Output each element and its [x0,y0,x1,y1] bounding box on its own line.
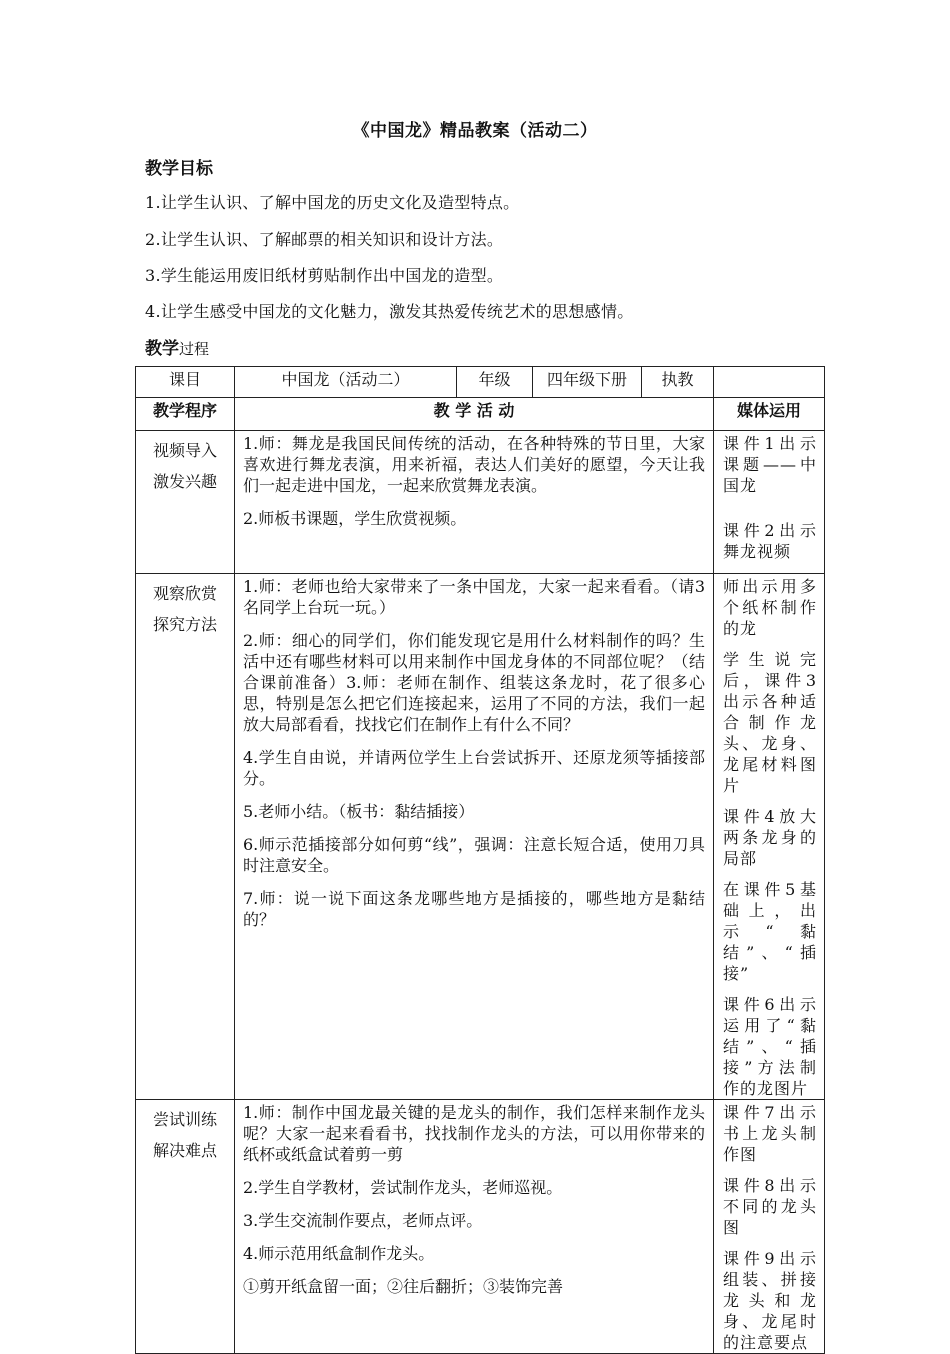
course-label: 课目 [136,367,235,398]
goal-item-3: 3.学生能运用废旧纸材剪贴制作出中国龙的造型。 [145,266,504,285]
document-title: 《中国龙》精品教案（活动二） [352,121,598,141]
activity-item: 6.师示范插接部分如何剪“线”，强调：注意长短合适，使用刀具时注意安全。 [243,835,705,875]
media-item: 课件6出示运用了“黏结”、“插接”方法制作的龙图片 [723,995,817,1098]
stage-line: 探究方法 [152,615,217,634]
activity-cell [235,574,714,1100]
stage-line: 视频导入 [152,441,217,460]
media-item: 课件1出示课题——中国龙 [723,434,817,495]
process-heading [145,334,209,359]
activity-item: 1.师：舞龙是我国民间传统的活动，在各种特殊的节日里，大家喜欢进行舞龙表演，用来祈福，表达人们美好的愿望，今天让我们一起走进中国龙，一起来欣赏舞龙表演。 [243,434,705,495]
media-item: 课件2出示舞龙视频 [723,521,817,561]
grade-value: 四年级下册 [533,367,642,398]
media-cell [714,431,825,574]
header-row [136,398,825,431]
process-heading-light: 过程 [179,340,210,358]
process-heading-bold: 教学 [145,339,179,359]
table-row [136,574,825,1100]
lesson-plan-table [135,366,825,1354]
stage-cell [136,574,235,1100]
activity-cell [235,431,714,574]
table-row [136,1100,825,1354]
activity-item: 2.师板书课题，学生欣赏视频。 [243,509,467,528]
stage-line: 激发兴趣 [152,472,217,491]
table-row [136,431,825,574]
goals-heading: 教学目标 [145,159,213,179]
goal-item-4: 4.让学生感受中国龙的文化魅力，激发其热爱传统艺术的思想感情。 [145,302,634,321]
media-item: 课件4放大两条龙身的局部 [723,807,817,868]
activity-item: 2.师：细心的同学们，你们能发现它是用什么材料制作的吗？生活中还有哪些材料可以用来制作中国龙身体的不同部位呢？（结合课前准备）3.师：老师在制作、组装这条龙时，花了很多心思，特别是怎么把它们连接起来，运用了不同的方法，我们一起放大局部看看，找找它们在制作上有什么不同？ [243,631,705,734]
info-row [136,367,825,398]
media-item: 课件9出示组装、拼接龙头和龙身、龙尾时的注意要点 [723,1249,817,1352]
activity-item: 4.学生自由说，并请两位学生上台尝试拆开、还原龙须等插接部分。 [243,748,705,788]
header-activity: 教 学 活 动 [235,398,714,431]
media-item: 课件7出示书上龙头制作图 [723,1103,817,1164]
grade-label: 年级 [457,367,533,398]
media-item: 课件8出示不同的龙头图 [723,1176,817,1237]
stage-line: 解决难点 [152,1141,217,1160]
activity-item: 5.老师小结。（板书：黏结插接） [243,802,475,821]
header-media: 媒体运用 [714,398,825,431]
course-value: 中国龙（活动二） [235,367,457,398]
activity-item: 3.学生交流制作要点，老师点评。 [243,1211,483,1230]
activity-item: 1.师：老师也给大家带来了一条中国龙，大家一起来看看。（请3名同学上台玩一玩。） [243,577,705,617]
teacher-value [714,367,825,398]
activity-item: ①剪开纸盒留一面；②往后翻折；③装饰完善 [243,1277,564,1296]
media-item: 学生说完后，课件3出示各种适合制作龙头、龙身、龙尾材料图片 [723,650,817,795]
goal-item-2: 2.让学生认识、了解邮票的相关知识和设计方法。 [145,230,504,249]
media-item: 师出示用多个纸杯制作的龙 [723,577,817,638]
activity-item: 1.师：制作中国龙最关键的是龙头的制作，我们怎样来制作龙头呢？大家一起来看看书，找找制作龙头的方法，可以用你带来的纸杯或纸盒试着剪一剪 [243,1103,705,1164]
activity-item: 7.师：说一说下面这条龙哪些地方是插接的，哪些地方是黏结的？ [243,889,705,929]
activity-cell [235,1100,714,1354]
media-cell [714,1100,825,1354]
stage-line: 尝试训练 [152,1110,217,1129]
teacher-label: 执教 [642,367,714,398]
stage-line: 观察欣赏 [152,584,217,603]
activity-item: 4.师示范用纸盒制作龙头。 [243,1244,435,1263]
goal-item-1: 1.让学生认识、了解中国龙的历史文化及造型特点。 [145,193,520,212]
stage-cell [136,1100,235,1354]
stage-cell [136,431,235,574]
media-item: 在课件5基础上，出示“黏结”、“插接” [723,880,817,983]
media-cell [714,574,825,1100]
header-procedure: 教学程序 [136,398,235,431]
activity-item: 2.学生自学教材，尝试制作龙头，老师巡视。 [243,1178,563,1197]
